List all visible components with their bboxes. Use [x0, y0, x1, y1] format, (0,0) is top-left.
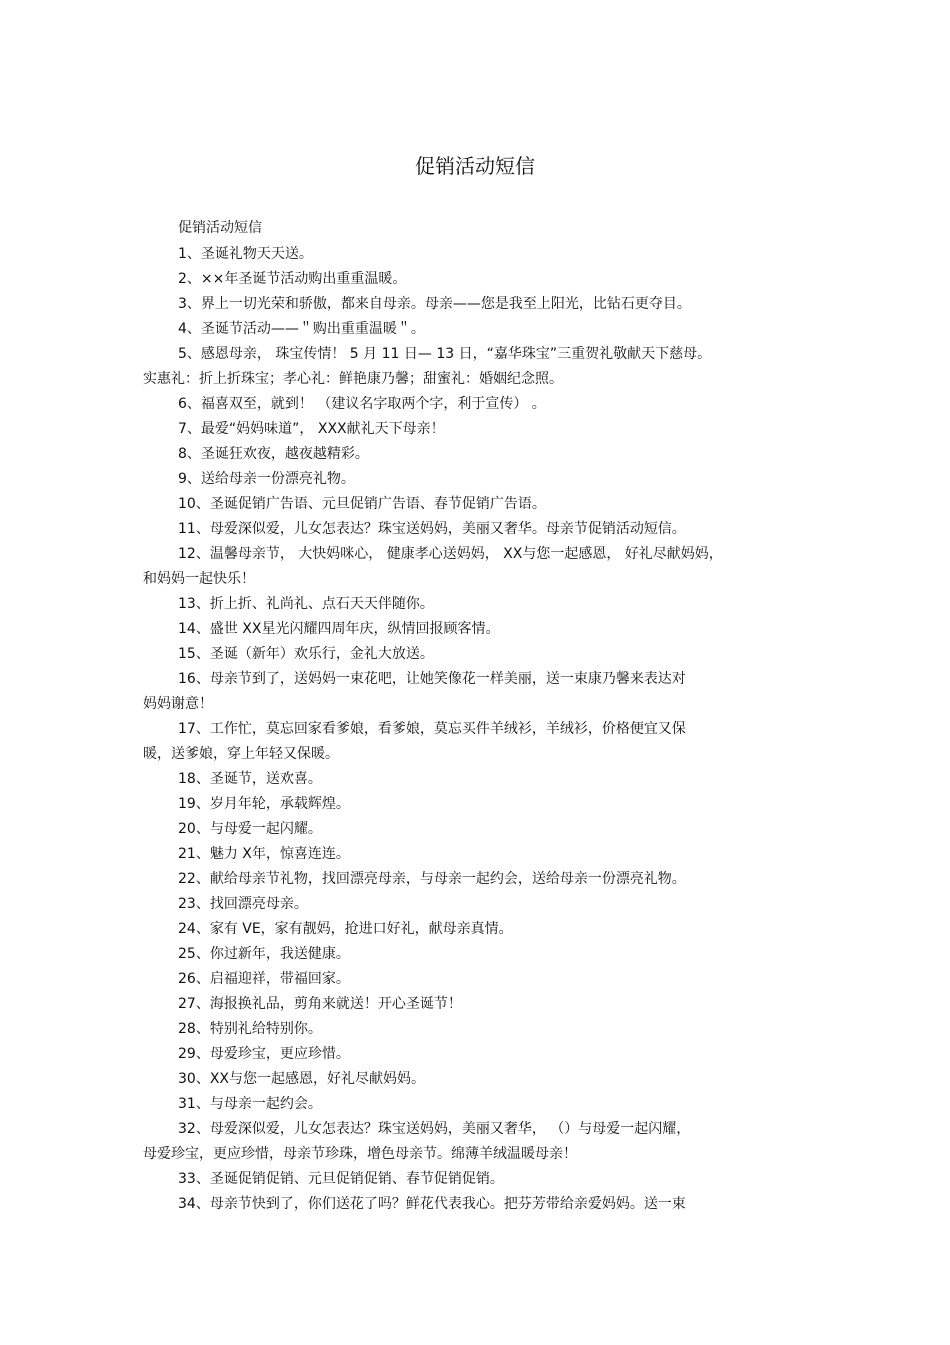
list-item — [143, 942, 823, 967]
list-item — [143, 467, 823, 492]
item-text: 3、界上一切光荣和骄傲，都来自母亲。母亲——您是我至上阳光，比钻石更夺目。 — [178, 296, 691, 312]
page-title: 促销活动短信 — [415, 154, 535, 178]
list-item — [143, 817, 823, 842]
item-text: 16、母亲节到了，送妈妈一束花吧，让她笑像花一样美丽，送一束康乃馨来表达对 — [178, 671, 686, 687]
list-item — [143, 492, 823, 517]
list-item — [143, 292, 823, 317]
item-text: 22、献给母亲节礼物，找回漂亮母亲，与母亲一起约会，送给母亲一份漂亮礼物。 — [178, 871, 686, 887]
item-text: 25、你过新年，我送健康。 — [178, 946, 350, 962]
item-text: 10、圣诞促销广告语、元旦促销广告语、春节促销广告语。 — [178, 496, 546, 512]
list-item — [143, 517, 823, 542]
item-text: 14、盛世 XX星光闪耀四周年庆，纵情回报顾客情。 — [178, 621, 500, 637]
item-text: 13、折上折、礼尚礼、点石天天伴随你。 — [178, 596, 434, 612]
list-item — [143, 1192, 823, 1217]
item-text: 30、XX与您一起感恩，好礼尽献妈妈。 — [178, 1071, 425, 1087]
list-item — [143, 867, 823, 892]
list-item — [143, 1017, 823, 1042]
item-text: 5、感恩母亲， 珠宝传情！ 5 月 11 日— 13 日，“嘉华珠宝”三重贺礼敬献天下慈母。 — [178, 346, 712, 362]
item-text: 27、海报换礼品，剪角来就送！开心圣诞节！ — [178, 996, 462, 1012]
list-item — [143, 617, 823, 642]
item-text: 29、母爱珍宝，更应珍惜。 — [178, 1046, 350, 1062]
list-item — [143, 967, 823, 992]
item-text-continued: 母爱珍宝，更应珍惜，母亲节珍珠，增色母亲节。绵薄羊绒温暖母亲！ — [143, 1146, 577, 1162]
item-text: 17、工作忙，莫忘回家看爹娘，看爹娘，莫忘买件羊绒衫，羊绒衫，价格便宜又保 — [178, 721, 686, 737]
list-item — [143, 542, 823, 592]
section-heading: 促销活动短信 — [178, 220, 262, 236]
list-item — [143, 917, 823, 942]
item-text: 31、与母亲一起约会。 — [178, 1096, 322, 1112]
item-text: 26、启福迎祥，带福回家。 — [178, 971, 350, 987]
item-text: 12、温馨母亲节， 大快妈咪心， 健康孝心送妈妈， XX与您一起感恩， 好礼尽献妈妈， — [178, 546, 723, 562]
item-text: 8、圣诞狂欢夜，越夜越精彩。 — [178, 446, 369, 462]
item-text: 2、××年圣诞节活动购出重重温暖。 — [178, 271, 407, 287]
list-item — [143, 642, 823, 667]
item-text: 7、最爱“妈妈味道”， XXX献礼天下母亲！ — [178, 421, 445, 437]
list-item — [143, 417, 823, 442]
item-text: 18、圣诞节，送欢喜。 — [178, 771, 322, 787]
item-text: 1、圣诞礼物天天送。 — [178, 246, 313, 262]
item-text: 6、福喜双至，就到！ （建议名字取两个字，利于宣传） 。 — [178, 396, 546, 412]
list-item — [143, 767, 823, 792]
item-text: 15、圣诞（新年）欢乐行，金礼大放送。 — [178, 646, 434, 662]
list-item — [143, 792, 823, 817]
list-item — [143, 717, 823, 767]
item-text: 32、母爱深似爱，儿女怎表达？珠宝送妈妈，美丽又奢华， （）与母爱一起闪耀， — [178, 1121, 691, 1137]
item-text-continued: 实惠礼：折上折珠宝；孝心礼：鲜艳康乃馨；甜蜜礼：婚姻纪念照。 — [143, 371, 563, 387]
item-text: 19、岁月年轮，承载辉煌。 — [178, 796, 350, 812]
list-item — [143, 1092, 823, 1117]
item-text: 4、圣诞节活动——＂购出重重温暖＂。 — [178, 321, 425, 337]
list-item — [143, 392, 823, 417]
list-item — [143, 1067, 823, 1092]
item-text: 9、送给母亲一份漂亮礼物。 — [178, 471, 355, 487]
list-item — [143, 992, 823, 1017]
list-item — [143, 592, 823, 617]
item-text: 21、魅力 X年，惊喜连连。 — [178, 846, 350, 862]
list-item — [143, 342, 823, 392]
item-text-continued: 妈妈谢意！ — [143, 696, 213, 712]
item-text: 33、圣诞促销促销、元旦促销促销、春节促销促销。 — [178, 1171, 504, 1187]
list-item — [143, 317, 823, 342]
list-item — [143, 667, 823, 717]
item-text-continued: 和妈妈一起快乐！ — [143, 571, 255, 587]
item-text: 24、家有 VE，家有靓妈，抢进口好礼，献母亲真情。 — [178, 921, 513, 937]
item-text: 23、找回漂亮母亲。 — [178, 896, 308, 912]
list-item — [143, 842, 823, 867]
item-text: 20、与母爱一起闪耀。 — [178, 821, 322, 837]
list-item — [143, 1167, 823, 1192]
list-item — [143, 442, 823, 467]
item-text: 34、母亲节快到了，你们送花了吗？鲜花代表我心。把芬芳带给亲爱妈妈。送一束 — [178, 1196, 686, 1212]
item-text-continued: 暖，送爹娘，穿上年轻又保暖。 — [143, 746, 339, 762]
list-item — [143, 242, 823, 267]
list-item — [143, 267, 823, 292]
list-item — [143, 1117, 823, 1167]
item-text: 11、母爱深似爱，儿女怎表达？珠宝送妈妈，美丽又奢华。母亲节促销活动短信。 — [178, 521, 686, 537]
list-item — [143, 892, 823, 917]
item-text: 28、特别礼给特别你。 — [178, 1021, 322, 1037]
list-item — [143, 1042, 823, 1067]
